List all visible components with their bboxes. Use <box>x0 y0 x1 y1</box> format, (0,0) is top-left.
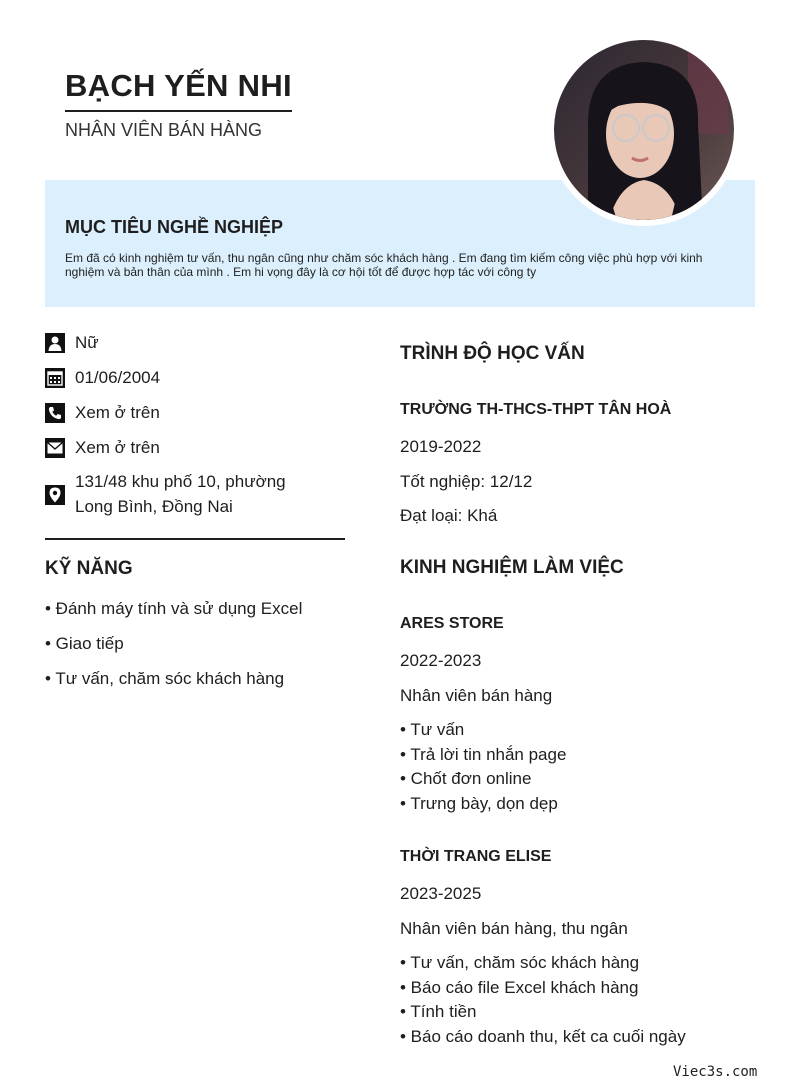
company-name: ARES STORE <box>400 615 504 632</box>
objective-title: MỤC TIÊU NGHỀ NGHIỆP <box>65 217 284 237</box>
job-years: 2023-2025 <box>400 884 482 903</box>
person-icon <box>45 333 65 353</box>
gender-value: Nữ <box>75 333 99 352</box>
skill-item: • Đánh máy tính và sử dụng Excel <box>45 599 303 618</box>
job-years: 2022-2023 <box>400 651 482 670</box>
job-role: Nhân viên bán hàng, thu ngân <box>400 919 628 938</box>
skills-title: KỸ NĂNG <box>45 558 133 579</box>
objective-text: Em đã có kinh nghiệm tư vấn, thu ngân cũng như chăm sóc khách hàng . Em đang tìm kiếm công việc phù hợp với kinh nghiệm và bản thân của mình . Em hi vọng đây là cơ hội tốt để được hợp tác với công ty <box>65 251 703 279</box>
duty-list <box>400 718 566 817</box>
school-name: TRƯỜNG TH-THCS-THPT TÂN HOÀ <box>400 401 672 418</box>
skill-item: • Giao tiếp <box>45 634 124 653</box>
skill-item: • Tư vấn, chăm sóc khách hàng <box>45 669 285 688</box>
company-name: THỜI TRANG ELISE <box>400 848 552 865</box>
duty-list <box>400 951 686 1050</box>
calendar-icon <box>45 368 65 388</box>
candidate-name: BẠCH YẾN NHI <box>65 68 292 112</box>
job-title: NHÂN VIÊN BÁN HÀNG <box>65 120 263 140</box>
job-role: Nhân viên bán hàng <box>400 686 553 705</box>
graduation-info: Tốt nghiệp: 12/12 <box>400 472 533 491</box>
site-watermark: Viec3s.com <box>673 1064 758 1080</box>
email-value: Xem ở trên <box>75 438 160 457</box>
envelope-icon <box>45 438 65 458</box>
education-years: 2019-2022 <box>400 437 482 456</box>
duty-item: • Tư vấn <box>400 720 465 739</box>
duty-item: • Báo cáo doanh thu, kết ca cuối ngày <box>400 1027 686 1047</box>
map-pin-icon <box>45 485 65 505</box>
phone-icon <box>45 403 65 423</box>
section-divider <box>45 538 345 540</box>
academic-rank: Đạt loại: Khá <box>400 506 498 525</box>
duty-item: • Tư vấn, chăm sóc khách hàng <box>400 953 640 972</box>
address-line-1: 131/48 khu phố 10, phường <box>75 472 286 491</box>
duty-item: • Trả lời tin nhắn page <box>400 744 567 764</box>
duty-item: • Tính tiền <box>400 1002 477 1022</box>
duty-item: • Chốt đơn online <box>400 769 532 789</box>
education-title: TRÌNH ĐỘ HỌC VẤN <box>400 343 585 364</box>
experience-title: KINH NGHIỆM LÀM VIỆC <box>400 557 624 578</box>
duty-item: • Trưng bày, dọn dẹp <box>400 794 558 814</box>
birthday-value: 01/06/2004 <box>75 368 161 387</box>
phone-value: Xem ở trên <box>75 403 160 422</box>
profile-photo <box>548 34 740 226</box>
duty-item: • Báo cáo file Excel khách hàng <box>400 977 639 997</box>
address-line-2: Long Bình, Đồng Nai <box>75 497 233 516</box>
